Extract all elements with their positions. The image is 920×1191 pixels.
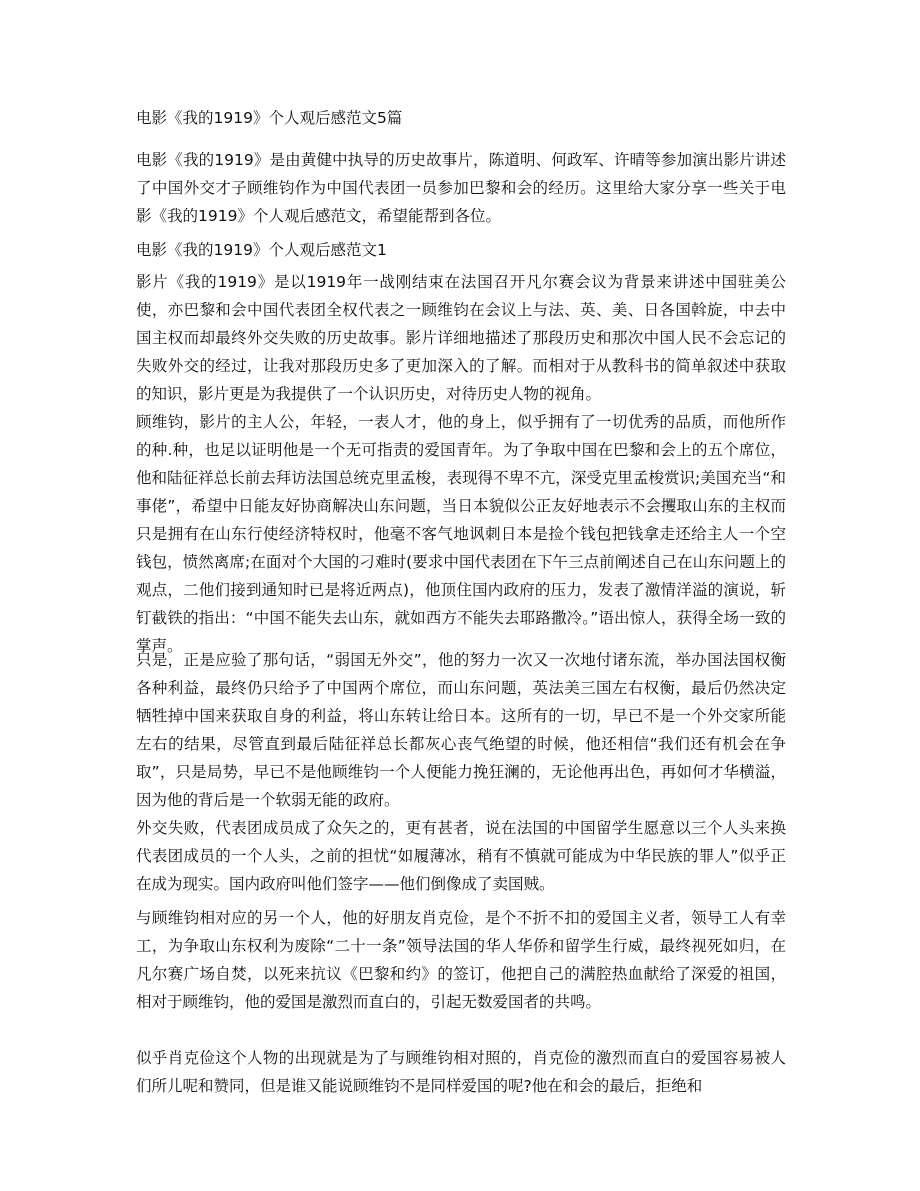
body-paragraph-3: 只是，正是应验了那句话，“弱国无外交”，他的努力一次又一次地付诸东流，举办国法国权衡各种利益，最终仍只给予了中国两个席位，而山东问题，英法美三国左右权衡，最后仍然决定牺牲掉中国来获取自身的利益，将山东转让给日本。这所有的一切，早已不是一个外交家所能左右的结果，尽管直到最后陆征祥总长都灰心丧气绝望的时候，他还相信“我们还有机会在争取”，只是局势，早已不是他顾维钧一个人便能力挽狂澜的，无论他再出色，再如何才华横溢，因为他的背后是一个软弱无能的政府。 <box>136 651 786 809</box>
body-paragraph-4: 外交失败，代表团成员成了众矢之的，更有甚者，说在法国的中国留学生愿意以三个人头来换代表团成员的一个人头，之前的担忧“如履薄冰，稍有不慎就可能成为中华民族的罪人”似乎正在成为现实。国内政府叫他们签字——他们倒像成了卖国贼。 <box>136 819 786 893</box>
document-title: 电影《我的1919》个人观后感范文5篇 <box>136 109 403 127</box>
body-paragraph-1: 影片《我的1919》是以1919年一战刚结束在法国召开凡尔赛会议为背景来讲述中国驻美公使，亦巴黎和会中国代表团全权代表之一顾维钧在会议上与法、英、美、日各国斡旋，中去中国主权而却最终外交失败的历史故事。影片详细地描述了那段历史和那次中国人民不会忘记的失败外交的经过，让我对那段历史多了更加深入的了解。而相对于从教科书的简单叙述中获取的知识，影片更是为我提供了一个认识历史，对待历史人物的视角。 <box>136 273 786 403</box>
section-heading: 电影《我的1919》个人观后感范文1 <box>136 241 387 259</box>
body-paragraph-6: 似乎肖克俭这个人物的出现就是为了与顾维钧相对照的，肖克俭的激烈而直白的爱国容易被人们所儿呢和赞同，但是谁又能说顾维钧不是同样爱国的呢?他在和会的最后，拒绝和 <box>136 1049 786 1095</box>
body-paragraph-2: 顾维钧，影片的主人公，年轻，一表人才，他的身上，似乎拥有了一切优秀的品质，而他所作的种.种，也足以证明他是一个无可指责的爱国青年。为了争取中国在巴黎和会上的五个席位，他和陆征祥总长前去拜访法国总统克里孟梭，表现得不卑不亢，深受克里孟梭赏识;美国充当“和事佬”，希望中日能友好协商解决山东问题，当日本貌似公正友好地表示不会攫取山东的主权而只是拥有在山东行使经济特权时，他毫不客气地讽刺日本是捡个钱包把钱拿走还给主人一个空钱包，愤然离席;在面对个大国的刁难时(要求中国代表团在下午三点前阐述自己在山东问题上的观点，二他们接到通知时已是将近两点)，他顶住国内政府的压力，发表了激情洋溢的演说，斩钉截铁的指出：“中国不能失去山东，就如西方不能失去耶路撒冷。”语出惊人，获得全场一致的掌声。 <box>136 413 786 655</box>
intro-paragraph: 电影《我的1919》是由黄健中执导的历史故事片，陈道明、何政军、许晴等参加演出影片讲述了中国外交才子顾维钧作为中国代表团一员参加巴黎和会的经历。这里给大家分享一些关于电影《我的1919》个人观后感范文，希望能帮到各位。 <box>136 151 786 225</box>
body-paragraph-5: 与顾维钧相对应的另一个人，他的好朋友肖克俭，是个不折不扣的爱国主义者，领导工人有幸工，为争取山东权利为废除“二十一条”领导法国的华人华侨和留学生行威，最终视死如归，在凡尔赛广场自焚，以死来抗议《巴黎和约》的签订，他把自己的满腔热血献给了深爱的祖国，相对于顾维钧，他的爱国是激烈而直白的，引起无数爱国者的共鸣。 <box>136 909 786 1011</box>
